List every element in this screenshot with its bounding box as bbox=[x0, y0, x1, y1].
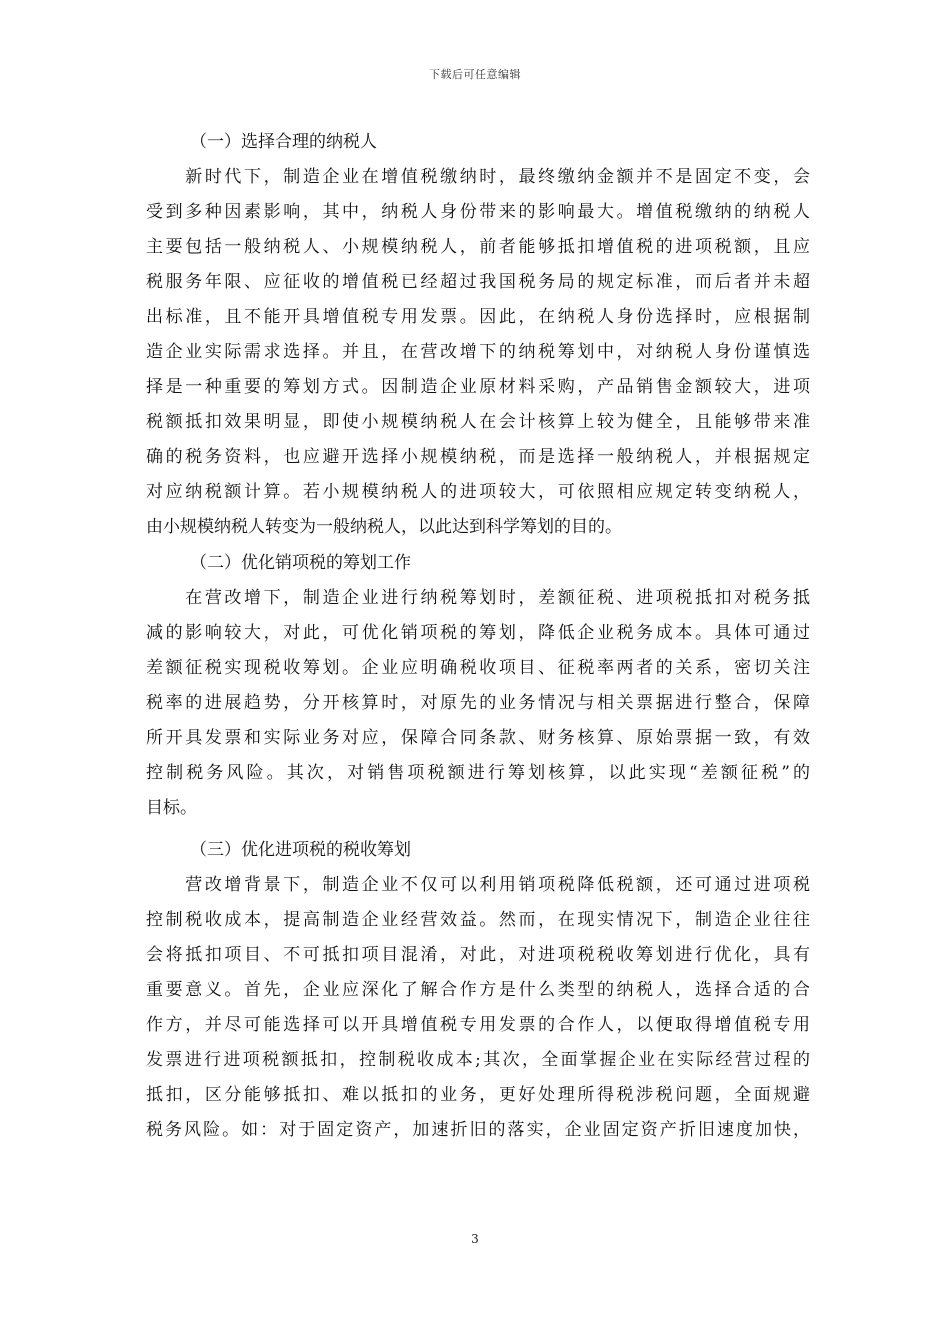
paragraph bbox=[146, 868, 810, 1148]
paragraph-line: 税务风险。如：对于固定资产，加速折旧的落实，企业固定资产折旧速度加快， bbox=[146, 1120, 810, 1140]
paragraph-line: 税服务年限、应征收的增值税已经超过我国税务局的规定标准，而后者并未超 bbox=[146, 272, 810, 292]
section-heading: （一）选择合理的纳税人 bbox=[190, 132, 377, 152]
paragraph-line: 差额征税实现税收筹划。企业应明确税收项目、征税率两者的关系，密切关注 bbox=[146, 658, 810, 678]
paragraph-line: 由小规模纳税人转变为一般纳税人，以此达到科学筹划的目的。 bbox=[146, 517, 622, 537]
page-number: 3 bbox=[471, 1232, 479, 1246]
section-3 bbox=[146, 832, 810, 1148]
paragraph-line: 目标。 bbox=[146, 798, 197, 818]
section-2 bbox=[146, 545, 810, 826]
paragraph-line: 造企业实际需求选择。并且，在营改增下的纳税筹划中，对纳税人身份谨慎选 bbox=[146, 342, 810, 362]
section-heading: （三）优化进项税的税收筹划 bbox=[190, 840, 411, 860]
paragraph-line: 营改增背景下，制造企业不仅可以利用销项税降低税额，还可通过进项税 bbox=[146, 875, 810, 895]
paragraph-line: 控制税务风险。其次，对销售项税额进行筹划核算，以此实现“差额征税”的 bbox=[146, 763, 810, 783]
paragraph-line: 税额抵扣效果明显，即使小规模纳税人在会计核算上较为健全，且能够带来准 bbox=[146, 412, 810, 432]
paragraph bbox=[146, 160, 810, 545]
document-body bbox=[146, 124, 810, 1148]
paragraph-line: 在营改增下，制造企业进行纳税筹划时，差额征税、进项税抵扣对税务抵 bbox=[146, 588, 810, 608]
paragraph-line: 出标准，且不能开具增值税专用发票。因此，在纳税人身份选择时，应根据制 bbox=[146, 307, 810, 327]
section-heading: （二）优化销项税的筹划工作 bbox=[190, 553, 411, 573]
paragraph-line: 所开具发票和实际业务对应，保障合同条款、财务核算、原始票据一致，有效 bbox=[146, 728, 810, 748]
paragraph-line: 对应纳税额计算。若小规模纳税人的进项较大，可依照相应规定转变纳税人， bbox=[146, 482, 810, 502]
paragraph-line: 作方，并尽可能选择可以开具增值税专用发票的合作人，以便取得增值税专用 bbox=[146, 1015, 810, 1035]
paragraph-line: 减的影响较大，对此，可优化销项税的筹划，降低企业税务成本。具体可通过 bbox=[146, 623, 810, 643]
paragraph bbox=[146, 581, 810, 826]
page-header: 下载后可任意编辑 bbox=[429, 68, 521, 81]
section-1 bbox=[146, 124, 810, 545]
paragraph-line: 税率的进展趋势，分开核算时，对原先的业务情况与相关票据进行整合，保障 bbox=[146, 693, 810, 713]
paragraph-line: 会将抵扣项目、不可抵扣项目混淆，对此，对进项税税收筹划进行优化，具有 bbox=[146, 945, 810, 965]
paragraph-line: 新时代下，制造企业在增值税缴纳时，最终缴纳金额并不是固定不变，会 bbox=[146, 167, 810, 187]
paragraph-line: 重要意义。首先，企业应深化了解合作方是什么类型的纳税人，选择合适的合 bbox=[146, 980, 810, 1000]
paragraph-line: 受到多种因素影响，其中，纳税人身份带来的影响最大。增值税缴纳的纳税人 bbox=[146, 202, 810, 222]
paragraph-line: 主要包括一般纳税人、小规模纳税人，前者能够抵扣增值税的进项税额，且应 bbox=[146, 237, 810, 257]
paragraph-line: 控制税收成本，提高制造企业经营效益。然而，在现实情况下，制造企业往往 bbox=[146, 910, 810, 930]
paragraph-line: 确的税务资料，也应避开选择小规模纳税，而是选择一般纳税人，并根据规定 bbox=[146, 447, 810, 467]
paragraph-line: 择是一种重要的筹划方式。因制造企业原材料采购，产品销售金额较大，进项 bbox=[146, 377, 810, 397]
paragraph-line: 抵扣，区分能够抵扣、难以抵扣的业务，更好处理所得税涉税问题，全面规避 bbox=[146, 1085, 810, 1105]
paragraph-line: 发票进行进项税额抵扣，控制税收成本;其次，全面掌握企业在实际经营过程的 bbox=[146, 1050, 810, 1070]
